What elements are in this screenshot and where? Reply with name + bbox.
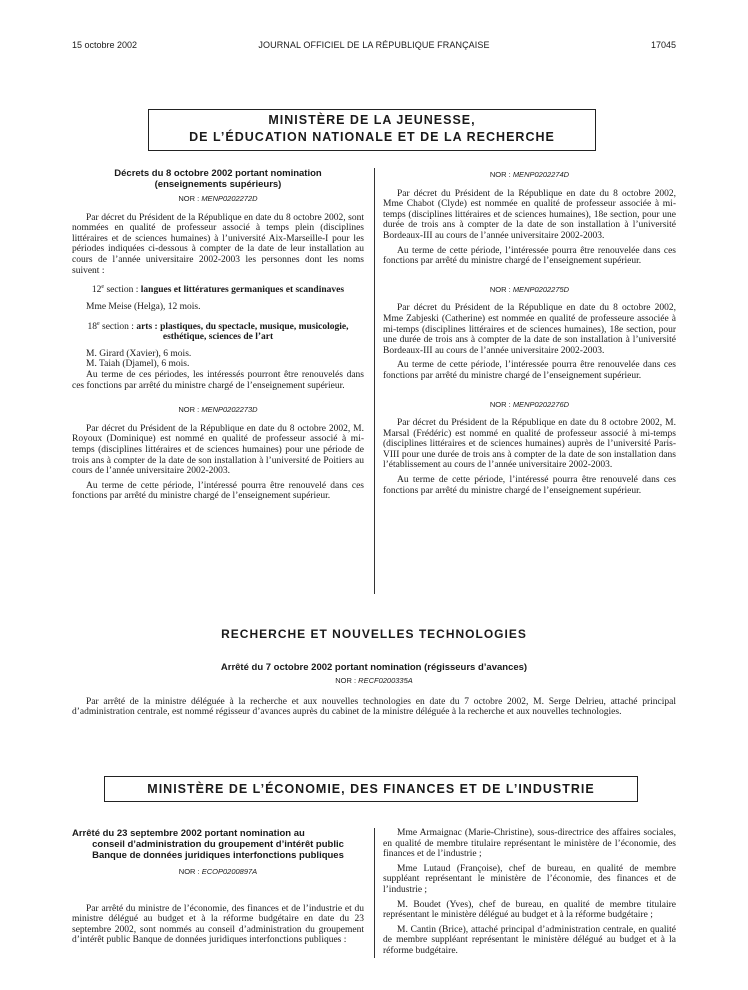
decrets-intro: Par décret du Président de la République en date du 8 octobre 2002, sont nommées en qualité de professeur associé à temps plein (disciplines littéraires et de sciences humaines) à l’université Aix-Marseille-I pour les périodes indiquées ci-dessous à compter de la date de leur installation au cours de l’année universitaire 2002-2003 les personnes dont les noms suivent : [72, 212, 364, 276]
recherche-arrete [72, 662, 676, 722]
nor-prefix: NOR : [489, 170, 511, 179]
decrets-title-line2: (enseignements supérieurs) [154, 179, 282, 190]
nor-reference [72, 676, 676, 687]
section-label: section : [106, 285, 139, 296]
nor-code: MENP0202275D [512, 284, 570, 294]
section-superscript: e [96, 320, 100, 327]
section-18-heading [72, 319, 364, 343]
decret-body: Par décret du Président de la République en date du 8 octobre 2002, Mme Chabot (Clyde) est nommée en qualité de professeur associée à mi-temps (disciplines littéraires et de sciences humaines), 18e section, pour une durée de trois ans à compter de la date de son installation à l’université Bordeaux-III au cours de l’année universitaire 2002-2003. [383, 188, 676, 241]
ministry-economie-title-box: MINISTÈRE DE L’ÉCONOMIE, DES FINANCES ET DE L’INDUSTRIE [104, 776, 638, 802]
column-divider [374, 168, 375, 594]
section-number: 12 [91, 285, 102, 296]
person-entry: M. Girard (Xavier), 6 mois. [86, 348, 192, 359]
member-entry: Mme Lutaud (Françoise), chef de bureau, en qualité de membre suppléant représentant le ministère de l’économie, des finances et de l’industrie ; [383, 863, 676, 895]
section-12-heading [72, 282, 364, 296]
member-entry: M. Cantin (Brice), attaché principal d’administration centrale, en qualité de membre suppléant représentant le ministère délégué au budget et à la réforme budgétaire. [383, 924, 676, 956]
nor-code: MENP0202274D [512, 170, 570, 179]
page-header [0, 40, 748, 54]
decrets-title [72, 168, 364, 190]
section-label: section : [102, 321, 134, 332]
nor-prefix: NOR : [335, 676, 357, 685]
member-entry: M. Boudet (Yves), chef de bureau, en qualité de membre titulaire représentant le ministère délégué au budget et à la réforme budgétaire ; [383, 899, 676, 921]
arrete-gip-title [72, 828, 364, 861]
arrete-gip-title-line2: conseil d’administration du groupement d’intérêt public [92, 839, 344, 850]
arrete-title: Arrêté du 7 octobre 2002 portant nomination (régisseurs d’avances) [220, 662, 528, 673]
right-column [383, 168, 676, 500]
nor-code: MENP0202272D [201, 194, 258, 203]
nor-reference [383, 285, 676, 296]
left-column-gip [72, 828, 364, 950]
member-entry: Mme Armaignac (Marie-Christine), sous-directrice des affaires sociales, en qualité de membre titulaire représentant le ministère de l’économie, des finances et de l’industrie ; [383, 828, 676, 860]
right-column-gip [383, 828, 676, 961]
arrete-gip-title-line3: Banque de données juridiques interfonctions publiques [92, 850, 344, 861]
nor-reference [383, 400, 676, 411]
ministry-title-line2: DE L’ÉDUCATION NATIONALE ET DE LA RECHERCHE [189, 130, 555, 144]
ministry-title-box [148, 109, 596, 151]
nor-code: ECOP0200897A [201, 867, 258, 876]
decret-closing: Au terme de cette période, l’intéressée pourra être renouvelée dans ces fonctions par arrêté du ministre chargé de l’enseignement supérieur. [383, 360, 676, 381]
nor-prefix: NOR : [178, 405, 200, 415]
section-title: arts : plastiques, du spectacle, musique, musicologie, esthétique, sciences de l’art [136, 321, 349, 343]
nor-code: MENP0202273D [201, 405, 258, 415]
nor-code: RECF0200335A [358, 676, 413, 685]
decrets-title-line1: Décrets du 8 octobre 2002 portant nomination [114, 168, 322, 179]
arrete-gip-title-line1: Arrêté du 23 septembre 2002 portant nomination au [72, 828, 305, 839]
column-divider [374, 828, 375, 958]
person-entry: Mme Meise (Helga), 12 mois. [86, 301, 201, 312]
nor-prefix: NOR : [489, 284, 511, 294]
nor-reference [72, 194, 364, 205]
ministry-title-line1: MINISTÈRE DE LA JEUNESSE, [268, 113, 476, 127]
nor-prefix: NOR : [178, 194, 200, 203]
arrete-body: Par arrêté de la ministre déléguée à la recherche et aux nouvelles technologies en date du 7 octobre 2002, M. Serge Delrieu, attaché principal d’administration centrale, est nommé régisseur d’avances auprès du cabinet de la ministre déléguée à la recherche et aux nouvelles technologies. [72, 696, 676, 718]
nor-reference [72, 405, 364, 416]
header-journal-title: JOURNAL OFFICIEL DE LA RÉPUBLIQUE FRANÇAISE [258, 40, 490, 50]
decret-body: Par décret du Président de la République en date du 8 octobre 2002, M. Royoux (Dominique) est nommé en qualité de professeur associé à mi-temps (disciplines littéraires et de sciences humaines) pour une période de trois ans à compter de la date de son installation à l’université de Poitiers au cours de l’année universitaire 2002-2003. [72, 423, 364, 477]
decret-body: Par décret du Président de la République en date du 8 octobre 2002, M. Marsal (Frédéric) est nommé en qualité de professeur associé à mi-temps (disciplines littéraires et de sciences humaines) auprès de l’université Paris-VIII pour une durée de trois ans à compter de la date de son installation dans l’établissement au cours de l’année universitaire 2002-2003. [383, 418, 676, 471]
header-date: 15 octobre 2002 [72, 40, 138, 50]
nor-reference [383, 170, 676, 181]
nor-code: MENP0202276D [512, 399, 570, 409]
decret-body: Par décret du Président de la République en date du 8 octobre 2002, Mme Zabjeski (Catherine) est nommée en qualité de professeure associée à mi-temps (disciplines littéraires et de sciences humaines), 18e section, pour une durée de trois ans à compter de la date de son installation à l’université Bordeaux-III au cours de l’année universitaire 2002-2003. [383, 303, 676, 356]
nor-prefix: NOR : [489, 399, 511, 409]
person-entry: M. Taiah (Djamel), 6 mois. [86, 359, 190, 370]
decrets-closing: Au terme de ces périodes, les intéressés pourront être renouvelés dans ces fonctions par arrêté du ministre chargé de l’enseignement supérieur. [72, 370, 364, 391]
section-superscript: e [101, 284, 105, 291]
decret-closing: Au terme de cette période, l’intéressé pourra être renouvelé dans ces fonctions par arrêté du ministre chargé de l’enseignement supérieur. [72, 480, 364, 502]
nor-reference [72, 867, 364, 878]
decret-closing: Au terme de cette période, l’intéressée pourra être renouvelée dans ces fonctions par arrêté du ministre chargé de l’enseignement supérieur. [383, 245, 676, 267]
decret-closing: Au terme de cette période, l’intéressé pourra être renouvelé dans ces fonctions par arrêté du ministre chargé de l’enseignement supérieur. [383, 475, 676, 496]
header-page-number: 17045 [650, 40, 676, 50]
arrete-gip-body: Par arrêté du ministre de l’économie, des finances et de l’industrie et du ministre délégué au budget et à la réforme budgétaire en date du 23 septembre 2002, sont nommés au conseil d’administration du groupement d’intérêt public Banque de données juridiques interfonctions publiques : [72, 903, 364, 946]
recherche-section-title: RECHERCHE ET NOUVELLES TECHNOLOGIES [221, 627, 527, 641]
nor-prefix: NOR : [178, 867, 200, 876]
section-title: langues et littératures germaniques et scandinaves [140, 285, 345, 296]
section-number: 18 [87, 321, 97, 332]
left-column [72, 168, 364, 506]
